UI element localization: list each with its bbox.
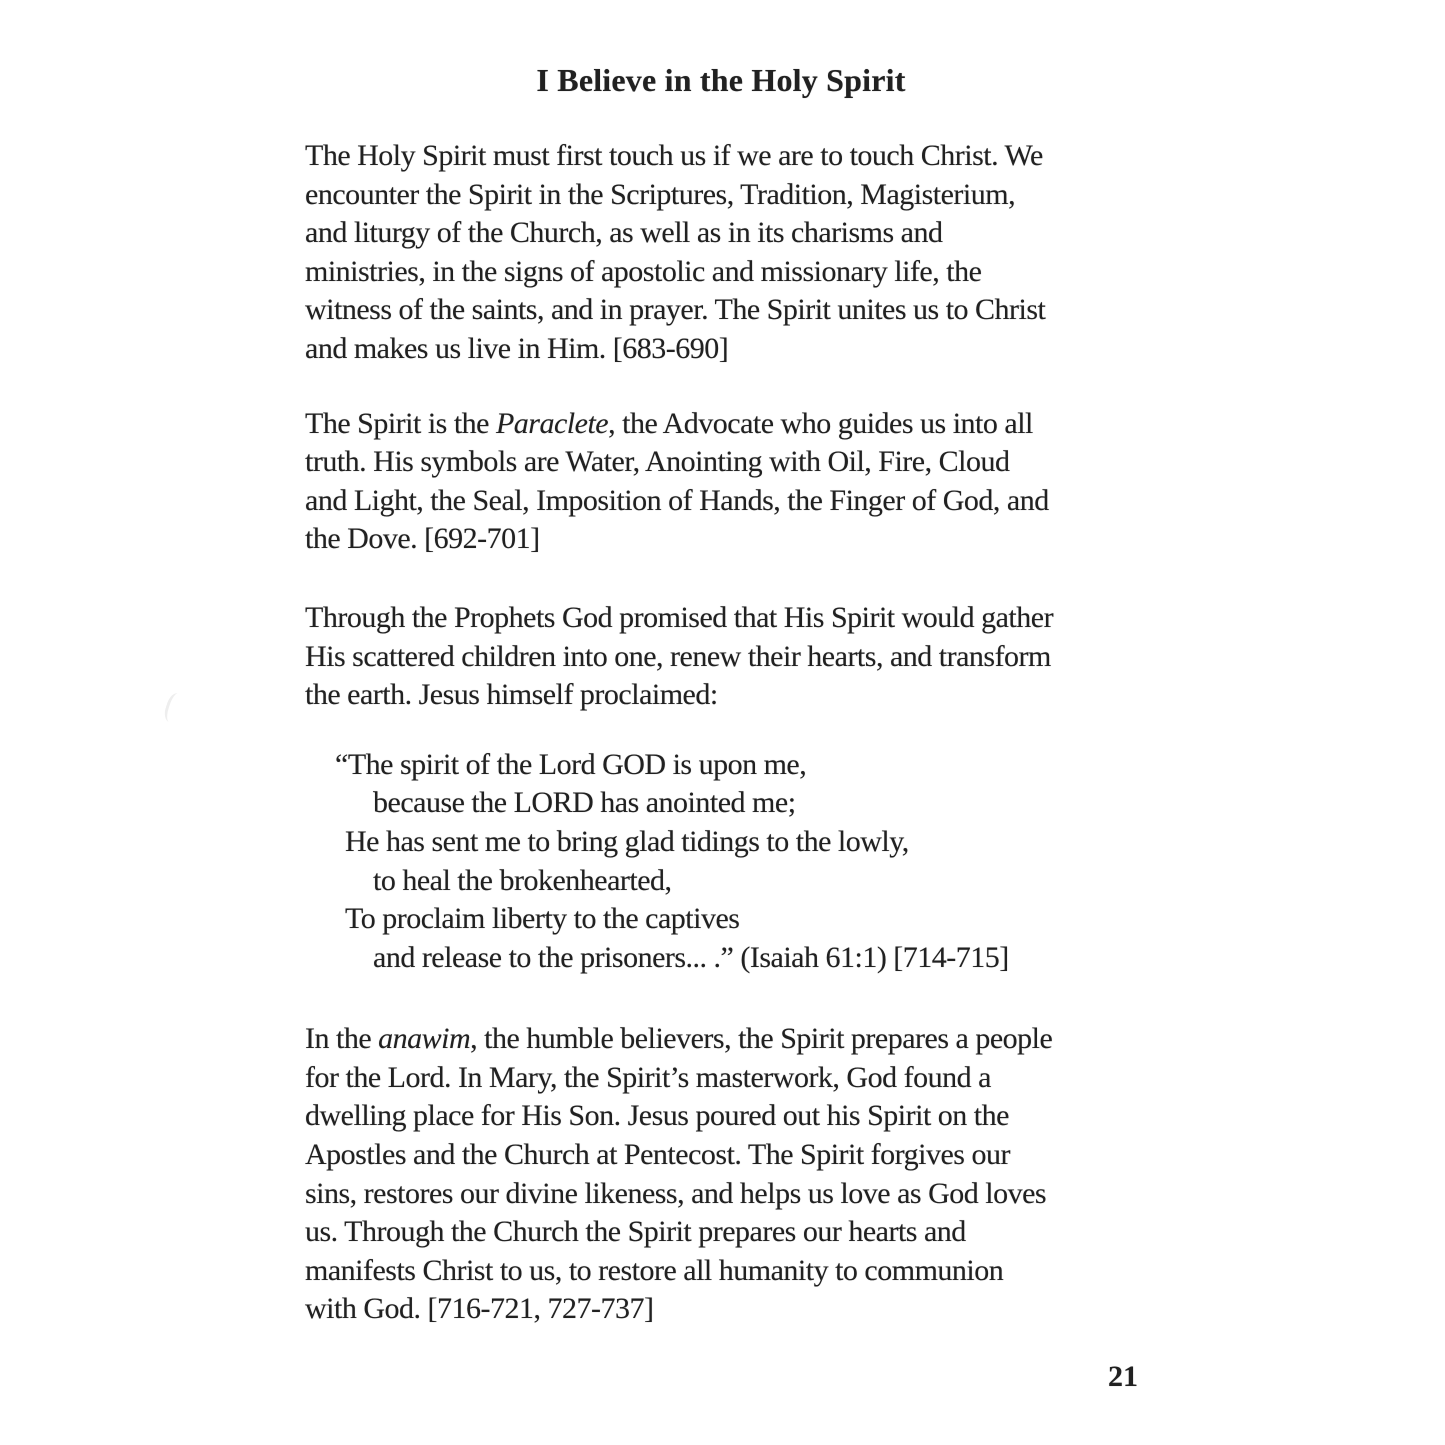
text-line: and makes us live in Him. [683-690] (305, 331, 729, 365)
scripture-quote-isaiah (305, 746, 1137, 978)
text-line: for the Lord. In Mary, the Spirit’s masterwork, God found a (305, 1060, 991, 1094)
page-number: 21 (1108, 1360, 1138, 1393)
text-line: sins, restores our divine likeness, and helps us love as God loves (305, 1176, 1047, 1210)
paragraph-anawim (305, 1020, 1137, 1329)
paragraph-holy-spirit-touch (305, 137, 1137, 369)
quote-line: “The spirit of the Lord GOD is upon me, (335, 747, 807, 781)
page-content (305, 60, 1137, 1329)
scan-smudge-artifact (162, 691, 187, 725)
text-line: witness of the saints, and in prayer. The Spirit unites us to Christ (305, 293, 1046, 327)
quote-line: He has sent me to bring glad tidings to the lowly, (345, 824, 909, 858)
text-line: and liturgy of the Church, as well as in its charisms and (305, 216, 943, 250)
page-title: I Believe in the Holy Spirit (536, 62, 906, 98)
text-line: ministries, in the signs of apostolic and missionary life, the (305, 254, 982, 288)
text-line: dwelling place for His Son. Jesus poured out his Spirit on the (305, 1099, 1009, 1133)
text-line: with God. [716-721, 727-737] (305, 1292, 654, 1326)
text-line: the earth. Jesus himself proclaimed: (305, 678, 718, 712)
text-line: Through the Prophets God promised that His Spirit would gather (305, 600, 1054, 634)
quote-line: to heal the brokenhearted, (373, 863, 672, 897)
text-line: His scattered children into one, renew their hearts, and transform (305, 639, 1051, 673)
text-line: manifests Christ to us, to restore all humanity to communion (305, 1253, 1004, 1287)
text-line: In the anawim, the humble believers, the Spirit prepares a people (305, 1022, 1053, 1056)
quote-line: and release to the prisoners... .” (Isaiah 61:1) [714-715] (373, 940, 1009, 974)
text-line: The Spirit is the Paraclete, the Advocate who guides us into all (305, 406, 1033, 440)
paragraph-prophets (305, 599, 1137, 715)
quote-line: because the LORD has anointed me; (373, 786, 796, 820)
text-line: and Light, the Seal, Imposition of Hands, the Finger of God, and (305, 483, 1049, 517)
quote-line: To proclaim liberty to the captives (345, 902, 740, 936)
text-line: Apostles and the Church at Pentecost. The Spirit forgives our (305, 1138, 1010, 1172)
text-line: encounter the Spirit in the Scriptures, Tradition, Magisterium, (305, 177, 1016, 211)
text-line: the Dove. [692-701] (305, 522, 540, 556)
text-line: us. Through the Church the Spirit prepares our hearts and (305, 1215, 966, 1249)
text-line: The Holy Spirit must first touch us if we are to touch Christ. We (305, 139, 1043, 172)
text-line: truth. His symbols are Water, Anointing with Oil, Fire, Cloud (305, 445, 1010, 479)
paragraph-paraclete (305, 405, 1137, 559)
